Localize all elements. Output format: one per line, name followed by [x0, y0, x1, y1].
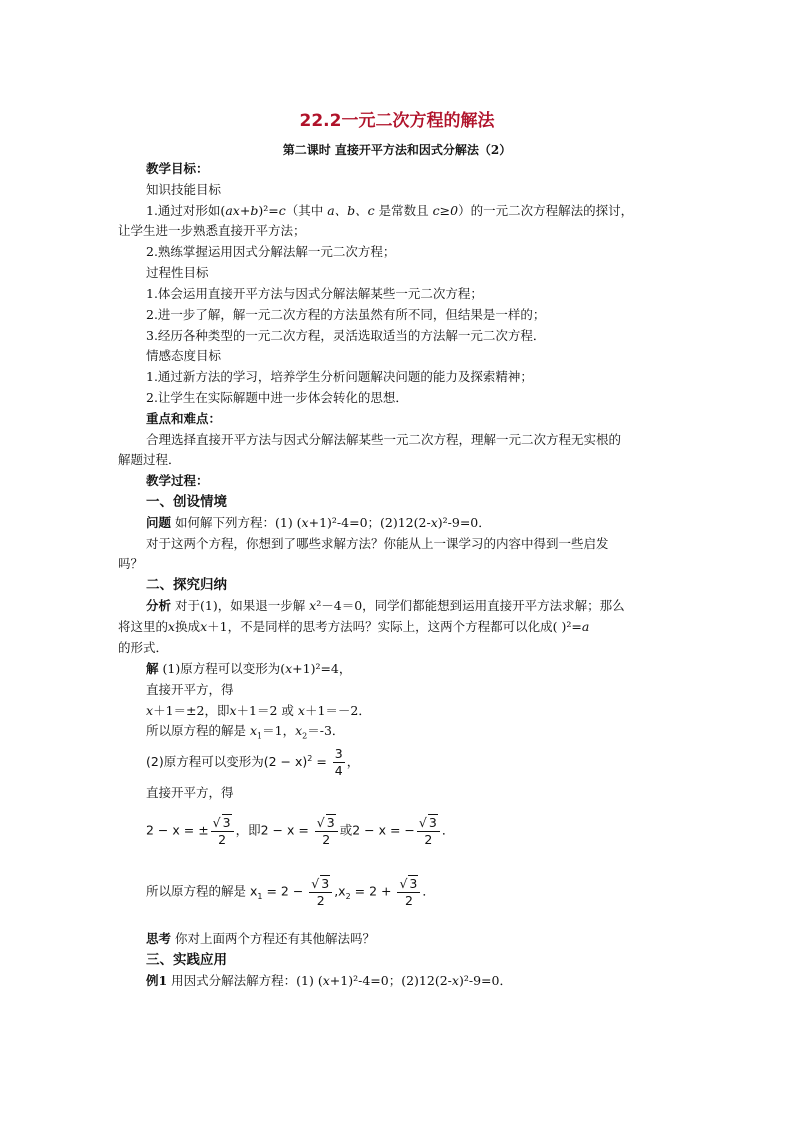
knowledge-heading: 知识技能目标 [146, 182, 222, 197]
section-3-heading: 三、实践应用 [146, 952, 227, 968]
problem-line: 问题 如何解下列方程：(1) (x+1)²-4=0；(2)12(2-x)²-9=0． [146, 515, 491, 530]
solution-1-step: x＋1＝±2，即x＋1＝2 或 x＋1＝－2． [146, 703, 371, 718]
section-2-heading: 二、探究归纳 [146, 577, 227, 593]
solution-2-line: (2)原方程可以变形为$(2 - x)^2$ = $\frac{3}{4}$ ， [146, 746, 360, 778]
emotion-item-2: 2.让学生在实际解题中进一步体会转化的思想． [146, 390, 408, 405]
keypoints-heading: 重点和难点： [146, 411, 222, 426]
analysis-line: 分析 对于(1)，如果退一步解 x²－4＝0，同学们都能想到运用直接开平方法求解；那么 [146, 598, 625, 613]
process-item-3: 3.经历各种类型的一元二次方程，灵活选取适当的方法解一元二次方程． [146, 328, 546, 343]
think-line: 对于这两个方程，你想到了哪些求解方法？你能从上一课学习的内容中得到一些启发 [146, 536, 609, 551]
analysis-line-3: 的形式． [118, 640, 169, 655]
knowledge-item-2: 2.熟练掌握运用因式分解法解一元二次方程； [146, 244, 396, 259]
solution-2-step: 2 − x = ± $\frac{√ 3}{2}$ ，即2 − x = $\frac{√ 3}{2}$ 或2 − x = − $\frac{√ 3}{2}$ ． [146, 815, 455, 847]
example-1-line: 例1 用因式分解法解方程：(1) (x+1)²-4=0；(2)12(2-x)²-9=0． [146, 973, 512, 988]
page-title: 22.2一元二次方程的解法 [299, 111, 495, 131]
reflect-line: 思考 你对上面两个方程还有其他解法吗？ [146, 931, 375, 946]
objectives-heading: 教学目标： [146, 161, 209, 176]
keypoints-text-cont: 解题过程． [118, 452, 181, 467]
solution-2-roots: 所以原方程的解是 $x_1 = 2$ − $\frac{√ 3}{2}$ $,x_2 = 2$ + $\frac{√ 3}{2}$ ． [146, 876, 435, 908]
think-line-cont: 吗？ [118, 556, 144, 571]
process-main-heading: 教学过程： [146, 473, 209, 488]
emotion-heading: 情感态度目标 [146, 348, 222, 363]
solution-2-direct: 直接开平方，得 [146, 785, 234, 800]
solution-1-direct: 直接开平方，得 [146, 682, 234, 697]
fraction-three-quarters: $\frac{3}{4}$ [334, 746, 343, 778]
analysis-line-2: 将这里的x换成x＋1，不是同样的思考方法吗？实际上，这两个方程都可以化成( )²=a [118, 619, 590, 634]
solution-1-roots: 所以原方程的解是 $x_1=1$，$x_2=-3$． [146, 723, 345, 741]
knowledge-item-1: 1.通过对形如(ax+b)²=c（其中 a、b、c 是常数且 c≥0）的一元二次方程解法的探讨， [146, 203, 634, 218]
keypoints-text: 合理选择直接开平方法与因式分解法解某些一元二次方程，理解一元二次方程无实根的 [146, 432, 622, 447]
process-heading: 过程性目标 [146, 265, 209, 280]
process-item-1: 1.体会运用直接开平方法与因式分解法解某些一元二次方程； [146, 286, 483, 301]
emotion-item-1: 1.通过新方法的学习，培养学生分析问题解决问题的能力及探索精神； [146, 369, 533, 384]
lesson-subtitle: 第二课时 直接开平方法和因式分解法（2） [282, 143, 512, 157]
solution-1-line: 解 (1)原方程可以变形为(x+1)²=4， [146, 661, 352, 676]
process-item-2: 2.进一步了解，解一元二次方程的方法虽然有所不同，但结果是一样的； [146, 307, 546, 322]
knowledge-item-1-cont: 让学生进一步熟悉直接开平方法； [118, 223, 306, 238]
section-1-heading: 一、创设情境 [146, 494, 227, 510]
